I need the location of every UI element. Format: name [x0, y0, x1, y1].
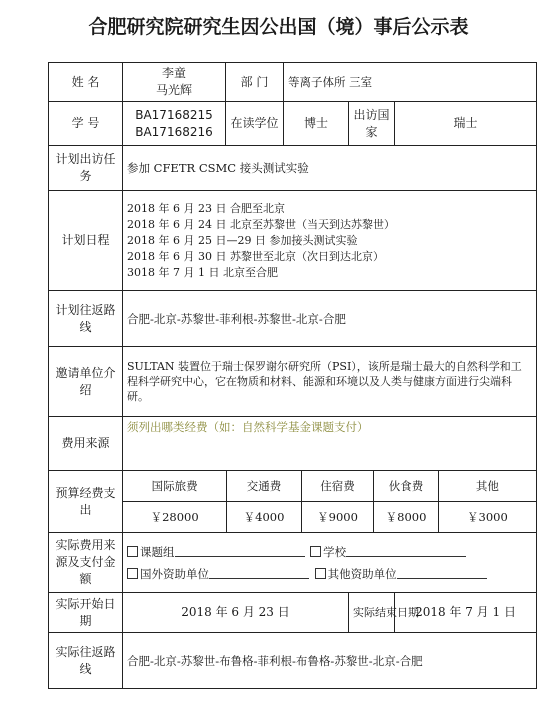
- dept-value: 等离子体所 三室: [284, 63, 537, 102]
- school-checkbox[interactable]: [310, 546, 321, 557]
- start-date-value: 2018 年 6 月 23 日: [123, 593, 349, 633]
- degree-label: 在读学位: [226, 102, 284, 146]
- budget-value: ￥4000: [227, 502, 302, 533]
- name-values: [123, 63, 226, 102]
- budget-value: ￥9000: [301, 502, 374, 533]
- host-label: 邀请单位介绍: [49, 347, 123, 417]
- student-id-1: BA17168215: [135, 107, 213, 122]
- budget-value: ￥28000: [123, 502, 227, 533]
- research-group-amount-blank[interactable]: [175, 545, 305, 557]
- funding-label: 费用来源: [49, 417, 123, 471]
- task-value: 参加 CFETR CSMC 接头测试实验: [123, 146, 537, 191]
- funding-row: [49, 417, 537, 471]
- schedule-list: [123, 191, 537, 291]
- actual-dates-row: [49, 593, 537, 633]
- end-date-value: 2018 年 7 月 1 日: [395, 593, 537, 633]
- budget-header: 伙食费: [374, 471, 438, 502]
- start-date-label: 实际开始日期: [49, 593, 123, 633]
- schedule-item: 3018 年 7 月 1 日 北京至合肥: [127, 265, 278, 279]
- actual-funding-options: [123, 533, 537, 593]
- budget-header: 交通费: [227, 471, 302, 502]
- name-1: 李童: [161, 66, 186, 80]
- other-sponsor-amount-blank[interactable]: [397, 567, 487, 579]
- dept-label: 部 门: [226, 63, 284, 102]
- schedule-item: 2018 年 6 月 25 日—29 日 参加接头测试实验: [127, 233, 358, 247]
- other-sponsor-checkbox[interactable]: [315, 568, 326, 579]
- funding-options-line-2: [127, 563, 532, 585]
- name-2: 马光辉: [155, 83, 192, 97]
- actual-funding-label: 实际费用来源及支付金额: [49, 533, 123, 593]
- actual-route-row: [49, 633, 537, 689]
- research-group-checkbox[interactable]: [127, 546, 138, 557]
- country-value: 瑞士: [395, 102, 537, 146]
- student-id-2: BA17168216: [135, 124, 213, 139]
- foreign-sponsor-checkbox[interactable]: [127, 568, 138, 579]
- budget-header: 国际旅费: [123, 471, 227, 502]
- host-description: SULTAN 装置位于瑞士保罗谢尔研究所（PSI），该所是瑞士最大的自然科学和工程科学研究中心，它在物质和材料、能源和环境以及人类与健康方面进行尖端科研。: [123, 347, 537, 417]
- task-label: 计划出访任务: [49, 146, 123, 191]
- host-row: [49, 347, 537, 417]
- school-label: 学校: [323, 544, 347, 559]
- task-row: [49, 146, 537, 191]
- name-row: [49, 63, 537, 102]
- degree-value: 博士: [284, 102, 349, 146]
- research-group-label: 课题组: [140, 544, 175, 559]
- end-date-label: 实际结束日期: [349, 593, 395, 633]
- planned-route-value: 合肥-北京-苏黎世-菲利根-苏黎世-北京-合肥: [123, 291, 537, 347]
- budget-value: ￥8000: [374, 502, 438, 533]
- foreign-sponsor-amount-blank[interactable]: [209, 567, 309, 579]
- budget-value-row: [123, 502, 536, 533]
- planned-route-row: [49, 291, 537, 347]
- country-label: 出访国家: [349, 102, 395, 146]
- student-id-values: [123, 102, 226, 146]
- funding-note: 须列出哪类经费（如：自然科学基金课题支付）: [123, 417, 537, 471]
- foreign-sponsor-label: 国外资助单位: [140, 566, 209, 581]
- name-label: 姓 名: [49, 63, 123, 102]
- id-row: [49, 102, 537, 146]
- actual-route-label: 实际往返路线: [49, 633, 123, 689]
- budget-value: ￥3000: [438, 502, 536, 533]
- planned-route-label: 计划往返路线: [49, 291, 123, 347]
- student-id-label: 学 号: [49, 102, 123, 146]
- actual-funding-row: [49, 533, 537, 593]
- budget-table-cell: [123, 471, 537, 533]
- actual-route-value: 合肥-北京-苏黎世-布鲁格-菲利根-布鲁格-苏黎世-北京-合肥: [123, 633, 537, 689]
- funding-options-line-1: [127, 541, 532, 563]
- budget-header-row: [123, 471, 536, 502]
- other-sponsor-label: 其他资助单位: [327, 566, 397, 581]
- schedule-row: [49, 191, 537, 291]
- school-amount-blank[interactable]: [346, 545, 466, 557]
- page-title: 合肥研究院研究生因公出国（境）事后公示表: [88, 16, 469, 38]
- budget-header: 住宿费: [301, 471, 374, 502]
- budget-label: 预算经费支出: [49, 471, 123, 533]
- schedule-item: 2018 年 6 月 30 日 苏黎世至北京（次日到达北京）: [127, 249, 384, 263]
- schedule-label: 计划日程: [49, 191, 123, 291]
- budget-row: [49, 471, 537, 533]
- disclosure-form: [48, 62, 537, 689]
- schedule-item: 2018 年 6 月 23 日 合肥至北京: [127, 201, 285, 215]
- budget-table: [123, 471, 536, 532]
- schedule-item: 2018 年 6 月 24 日 北京至苏黎世（当天到达苏黎世）: [127, 217, 395, 231]
- budget-header: 其他: [438, 471, 536, 502]
